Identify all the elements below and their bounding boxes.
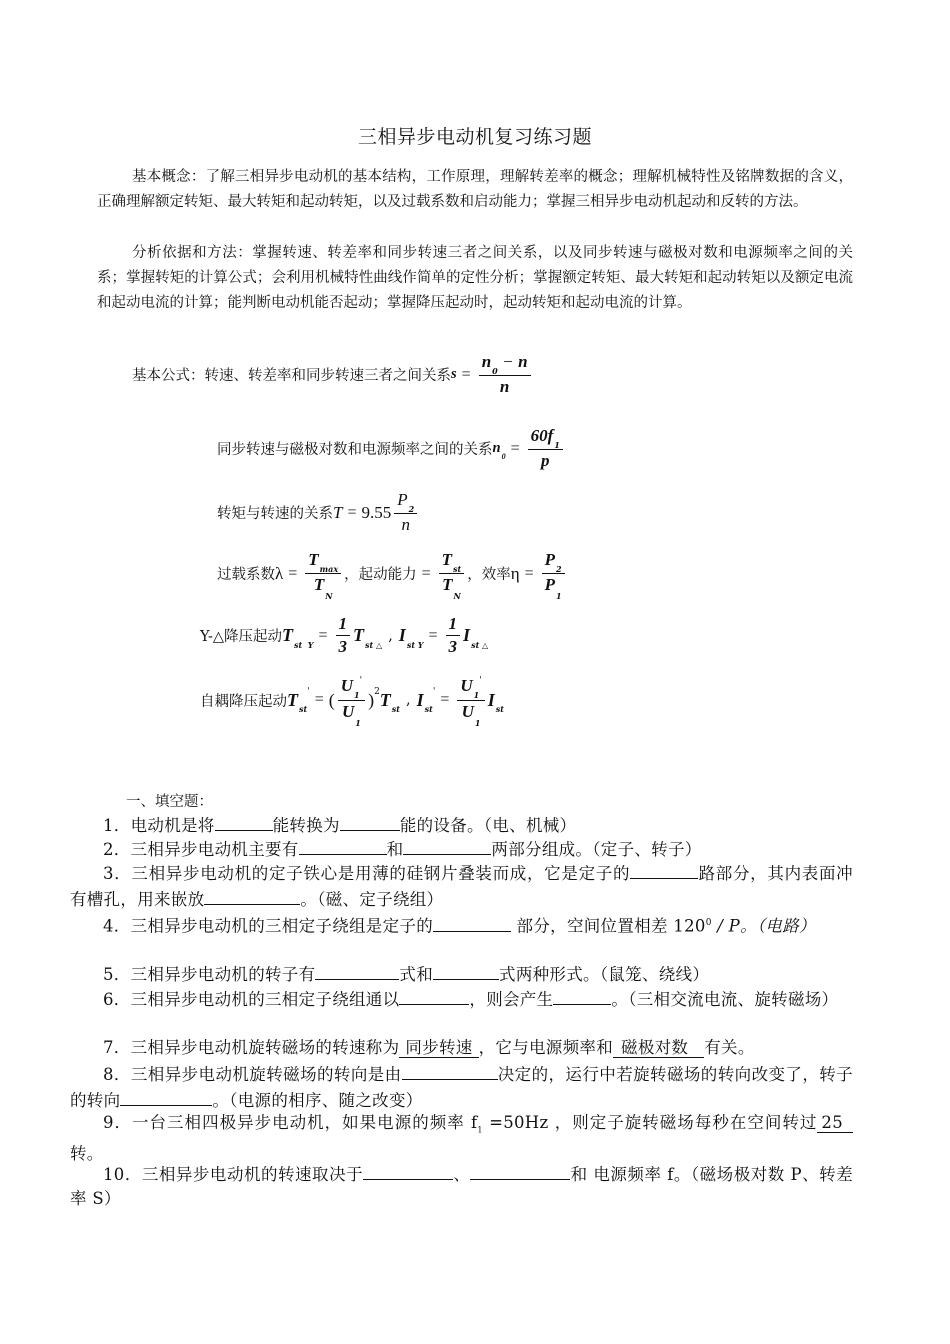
answer-turns: 25 bbox=[817, 1113, 853, 1133]
blank-field[interactable] bbox=[340, 812, 400, 831]
formula-overload-starting-efficiency: 过载系数 λ = $\frac{T_{max}}{T_N}$ ，起动能力 = $\frac{T_{st}}{T_N}$ ，效率 η = $\frac{P_2}{P_1}$ bbox=[217, 550, 568, 597]
question-3: 3．三相异步电动机的定子铁心是用薄的硅钢片叠装而成，它是定子的 路部分，其内表面冲有槽孔，用来嵌放 。（磁、定子绕组） bbox=[70, 860, 853, 912]
sync-fraction: $\frac{60f_1}{p}$ bbox=[528, 426, 563, 471]
question-10: 10．三相异步电动机的转速取决于 、 和 电源频率 f。（磁场极对数 P、转差率 S） bbox=[70, 1161, 853, 1211]
blank-field[interactable] bbox=[470, 1161, 570, 1180]
blank-field[interactable] bbox=[120, 1087, 212, 1106]
starting-ability-fraction: $\frac{T_{st}}{T_N}$ bbox=[439, 550, 465, 597]
blank-field[interactable] bbox=[204, 886, 300, 905]
page-title: 三相异步电动机复习练习题 bbox=[357, 126, 592, 148]
methods-paragraph: 分析依据和方法：掌握转速、转差率和同步转速三者之间关系，以及同步转速与磁极对数和电源频率之间的关系；掌握转矩的计算公式；会利用机械特性曲线作简单的定性分析；掌握额定转矩、最大转矩和起动转矩以及额定电流和起动电流的计算；能判断电动机能否起动；掌握降压起动时，起动转矩和起动电流的计算。 bbox=[97, 245, 853, 311]
blank-field[interactable] bbox=[553, 986, 611, 1005]
blank-field[interactable] bbox=[433, 961, 499, 980]
question-4: 4．三相异步电动机的三相定子绕组是定子的 部分，空间位置相差 $120^0$ / P。（电路） bbox=[70, 911, 853, 939]
blank-field[interactable] bbox=[402, 1061, 498, 1080]
section-heading-fill-in: 一、填空题： bbox=[126, 794, 213, 810]
answer-sync-speed: 同步转速 bbox=[399, 1038, 478, 1058]
efficiency-fraction: $\frac{P_2}{P_1}$ bbox=[542, 550, 565, 597]
basic-concepts-paragraph: 基本概念：了解三相异步电动机的基本结构，工作原理，理解转差率的概念；理解机械特性及铭牌数据的含义，正确理解额定转矩、最大转矩和起动转矩，以及过载系数和启动能力；掌握三相异步电动机起动和反转的方法。 bbox=[97, 169, 853, 210]
blank-field[interactable] bbox=[363, 1161, 453, 1180]
slip-fraction: $\frac{n_0 - n}{n}$ bbox=[479, 352, 531, 397]
question-6: 6．三相异步电动机的三相定子绕组通以 ，则会产生 。（三相交流电流、旋转磁场） bbox=[70, 986, 853, 1012]
question-1: 1．电动机是将 能转换为 能的设备。（电、机械） bbox=[70, 812, 853, 838]
overload-fraction: $\frac{T_{max}}{T_N}$ bbox=[305, 550, 341, 597]
formula-autotransformer: 自耦降压起动 T st ' = ( $\frac{U_1'}{U_1}$ ) 2 T st , I st ' = $\frac{U_1'}{U_1}$ I st bbox=[200, 676, 504, 728]
question-5: 5．三相异步电动机的转子有 式和 式两种形式。（鼠笼、绕线） bbox=[70, 961, 853, 987]
formula-star-delta: Y-△降压起动 T st Y = $\frac{1}{3}$ T st △ , I st Y = $\frac{1}{3}$ I st △ bbox=[200, 614, 489, 656]
torque-fraction: $\frac{P_2}{n}$ bbox=[394, 490, 417, 535]
question-2: 2．三相异步电动机主要有 和 两部分组成。（定子、转子） bbox=[70, 836, 853, 862]
formula-torque: 转矩与转速的关系 T = 9.55 $\frac{P_2}{n}$ bbox=[217, 490, 420, 535]
blank-field[interactable] bbox=[315, 961, 399, 980]
formula-sync-speed: 同步转速与磁极对数和电源频率之间的关系 $n_0$ = $\frac{60f_1}{p}$ bbox=[217, 426, 566, 471]
question-9: 9．一台三相四极异步电动机，如果电源的频率 $f_1 =50Hz$ ，则定子旋转磁场每秒在空间转过 25 转。 bbox=[70, 1111, 853, 1166]
formula-label: 基本公式：转速、转差率和同步转速三者之间关系 bbox=[132, 368, 451, 384]
answer-pole-pairs: 磁极对数 bbox=[613, 1038, 704, 1058]
question-8: 8．三相异步电动机旋转磁场的转向是由 决定的，运行中若旋转磁场的转向改变了，转子的转向 。（电源的相序、随之改变） bbox=[70, 1061, 853, 1113]
blank-field[interactable] bbox=[299, 836, 387, 855]
blank-field[interactable] bbox=[403, 836, 491, 855]
question-7: 7．三相异步电动机旋转磁场的转速称为 同步转速 ，它与电源频率和 磁极对数 有关。 bbox=[103, 1038, 755, 1057]
blank-field[interactable] bbox=[215, 812, 273, 831]
blank-field[interactable] bbox=[433, 913, 511, 932]
blank-field[interactable] bbox=[630, 860, 698, 879]
formula-slip: 基本公式：转速、转差率和同步转速三者之间关系 s = $\frac{n_0 - n}{n}$ bbox=[132, 352, 534, 397]
blank-field[interactable] bbox=[399, 986, 469, 1005]
